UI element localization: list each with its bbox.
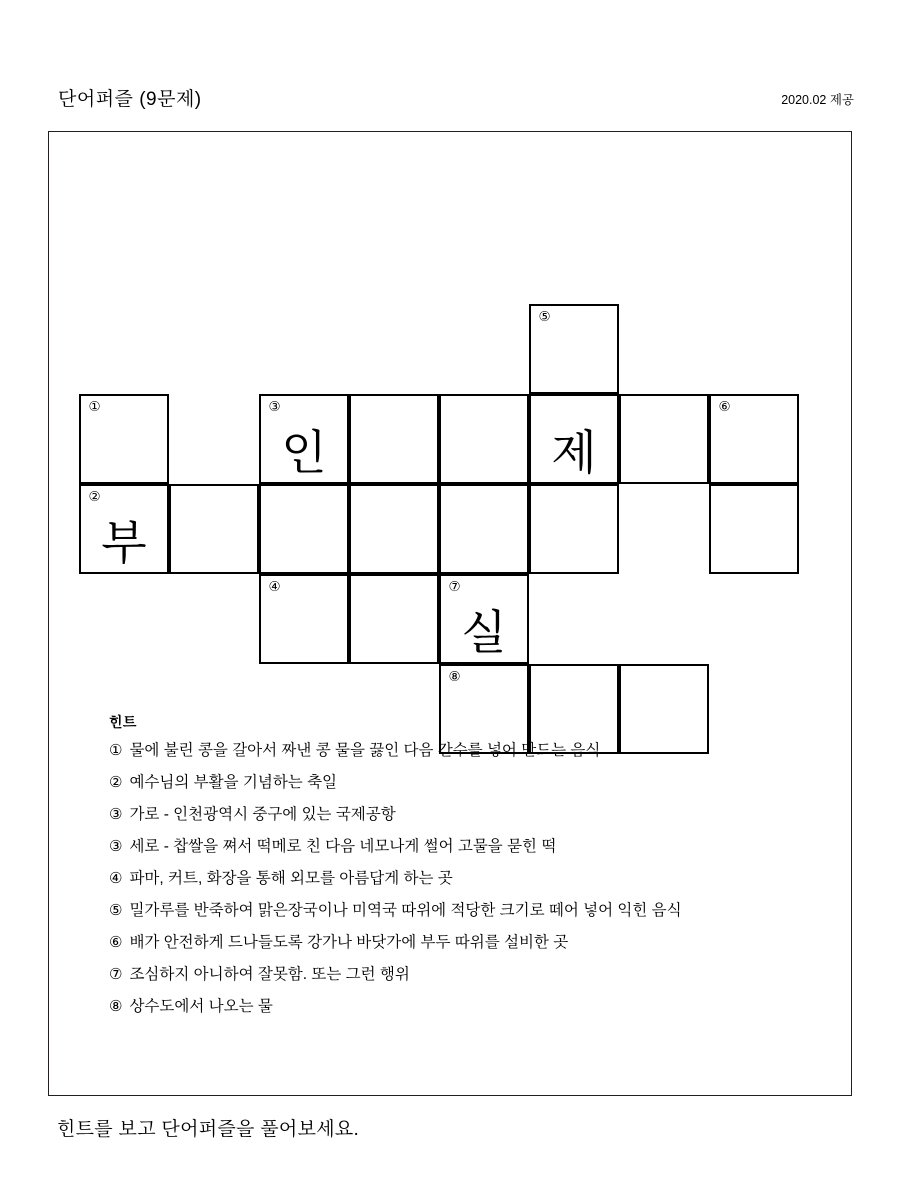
hint-item (109, 743, 829, 759)
puzzle-cell[interactable] (439, 394, 529, 484)
hint-number: ④ (109, 869, 123, 887)
puzzle-cell-letter (621, 396, 707, 482)
hint-number: ③ (109, 837, 123, 855)
puzzle-cell[interactable] (529, 394, 619, 484)
puzzle-cell-number: ⑧ (448, 669, 461, 685)
puzzle-cell[interactable] (79, 484, 169, 574)
puzzle-cell[interactable] (259, 574, 349, 664)
puzzle-cell-letter (351, 486, 437, 572)
hints-section (109, 712, 829, 1031)
puzzle-cell[interactable] (259, 484, 349, 574)
hint-number: ③ (109, 805, 123, 823)
puzzle-cell-letter (531, 306, 617, 392)
crossword-grid[interactable] (79, 214, 823, 694)
provision-date: 2020.02 제공 (781, 93, 854, 107)
puzzle-cell-letter (81, 396, 167, 482)
hint-text: 가로 - 인천광역시 중구에 있는 국제공항 (129, 806, 396, 823)
puzzle-cell[interactable] (79, 394, 169, 484)
puzzle-cell-number: ① (88, 399, 101, 415)
puzzle-cell[interactable] (349, 484, 439, 574)
puzzle-cell-letter (351, 576, 437, 662)
hint-item (109, 807, 829, 823)
hint-text: 조심하지 아니하여 잘못함. 또는 그런 행위 (129, 966, 410, 983)
puzzle-cell-number: ⑤ (538, 309, 551, 325)
hint-number: ⑦ (109, 965, 123, 983)
puzzle-cell[interactable] (439, 484, 529, 574)
hints-heading: 힌트 (109, 714, 137, 730)
puzzle-cell-letter: 제 (551, 428, 597, 480)
hint-text: 물에 불린 콩을 갈아서 짜낸 콩 물을 끓인 다음 간수를 넣어 만드는 음식 (129, 742, 601, 759)
footer-instruction: 힌트를 보고 단어퍼즐을 풀어보세요. (57, 1119, 360, 1140)
hint-text: 예수님의 부활을 기념하는 축일 (129, 774, 338, 791)
puzzle-cell-number: ⑦ (448, 579, 461, 595)
hint-text: 파마, 커트, 화장을 통해 외모를 아름답게 하는 곳 (129, 870, 453, 887)
puzzle-cell-letter (441, 396, 527, 482)
puzzle-cell-letter (261, 576, 347, 662)
hint-number: ① (109, 741, 123, 759)
puzzle-cell-letter: 실 (461, 608, 507, 660)
hint-text: 세로 - 찹쌀을 쪄서 떡메로 친 다음 네모나게 썰어 고물을 묻힌 떡 (129, 838, 557, 855)
puzzle-cell-number: ④ (268, 579, 281, 595)
puzzle-cell-letter: 부 (101, 518, 147, 570)
puzzle-cell-letter: 인 (281, 428, 327, 480)
hint-number: ⑥ (109, 933, 123, 951)
hint-item (109, 999, 829, 1015)
hint-text: 상수도에서 나오는 물 (129, 998, 273, 1015)
puzzle-cell[interactable] (709, 394, 799, 484)
page-header (48, 84, 854, 114)
puzzle-cell[interactable] (169, 484, 259, 574)
hint-item (109, 935, 829, 951)
page-title: 단어퍼즐 (9문제) (58, 89, 202, 110)
hint-item (109, 903, 829, 919)
puzzle-cell-number: ② (88, 489, 101, 505)
puzzle-cell-number: ③ (268, 399, 281, 415)
hint-item (109, 839, 829, 855)
puzzle-cell-letter (351, 396, 437, 482)
hint-number: ⑧ (109, 997, 123, 1015)
puzzle-cell[interactable] (529, 304, 619, 394)
hint-item (109, 967, 829, 983)
puzzle-cell[interactable] (259, 394, 349, 484)
hint-text: 배가 안전하게 드나들도록 강가나 바닷가에 부두 따위를 설비한 곳 (129, 934, 569, 951)
hint-number: ② (109, 773, 123, 791)
puzzle-cell[interactable] (619, 394, 709, 484)
puzzle-cell[interactable] (529, 484, 619, 574)
hints-list (109, 743, 829, 1015)
puzzle-cell[interactable] (349, 394, 439, 484)
puzzle-cell[interactable] (349, 574, 439, 664)
puzzle-cell-letter (531, 486, 617, 572)
puzzle-cell[interactable] (439, 574, 529, 664)
puzzle-sheet (48, 131, 852, 1096)
hint-item (109, 871, 829, 887)
hint-item (109, 775, 829, 791)
hint-number: ⑤ (109, 901, 123, 919)
puzzle-cell[interactable] (709, 484, 799, 574)
puzzle-cell-letter (171, 486, 257, 572)
hint-text: 밀가루를 반죽하여 맑은장국이나 미역국 따위에 적당한 크기로 떼어 넣어 익힌 음식 (129, 902, 682, 919)
puzzle-cell-letter (441, 486, 527, 572)
puzzle-cell-number: ⑥ (718, 399, 731, 415)
puzzle-cell-letter (711, 486, 797, 572)
puzzle-cell-letter (261, 486, 347, 572)
puzzle-cell-letter (711, 396, 797, 482)
